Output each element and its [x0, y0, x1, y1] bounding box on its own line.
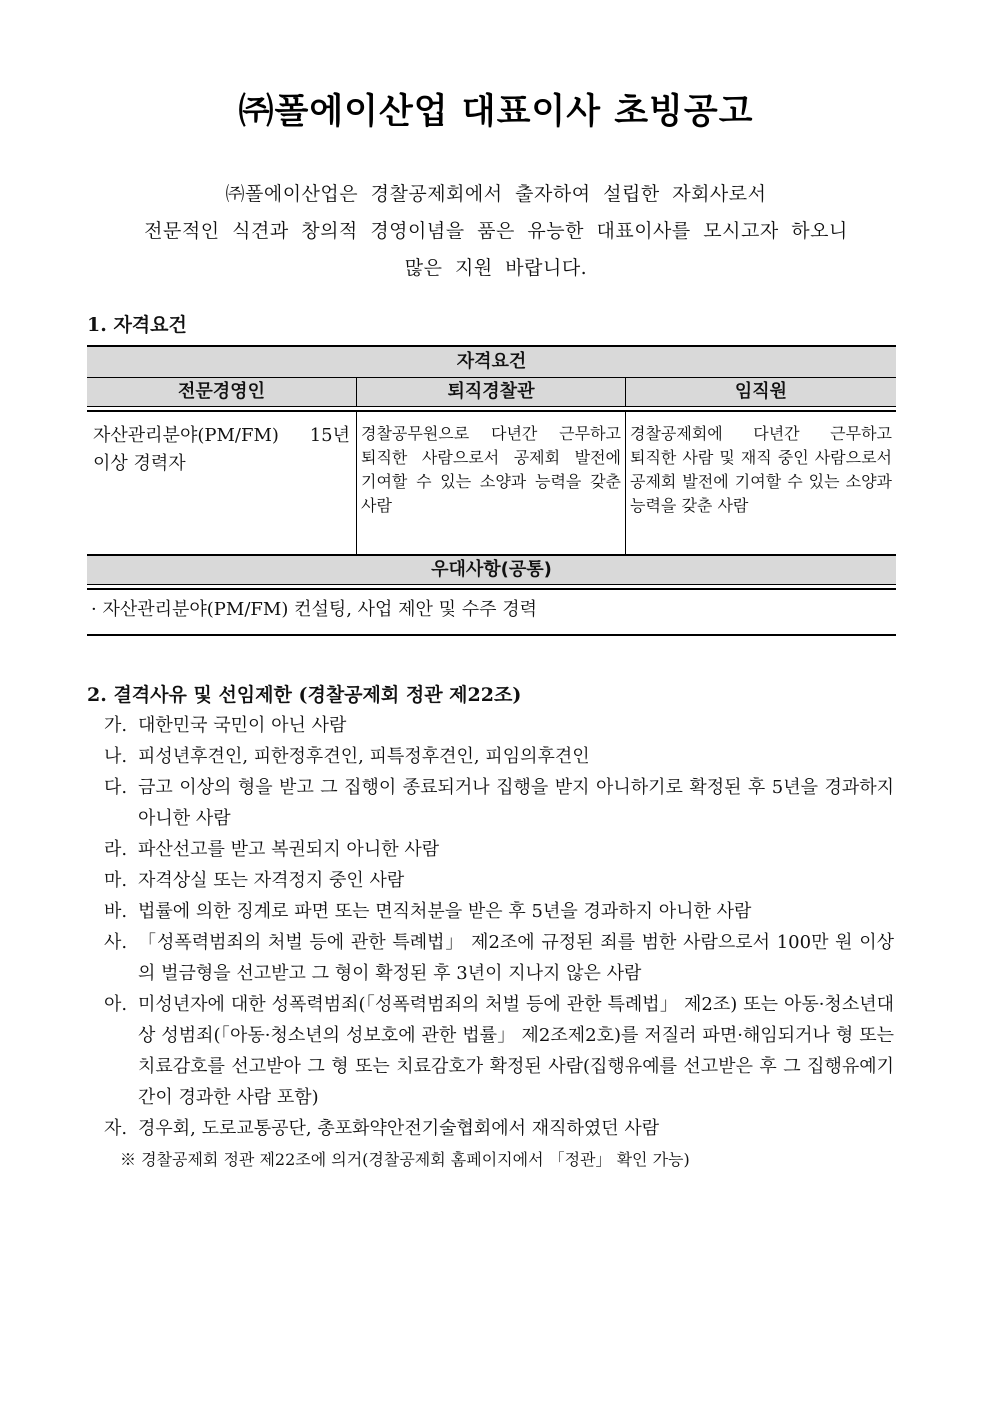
- item-text: 피성년후견인, 피한정후견인, 피특정후견인, 피임의후견인: [138, 746, 590, 767]
- page-title: ㈜폴에이산업 대표이사 초빙공고: [238, 92, 754, 132]
- item-mark: 아.: [104, 994, 128, 1015]
- qualification-table: [87, 345, 896, 636]
- item-mark: 마.: [104, 870, 128, 891]
- cell-retired-police: 경찰공무원으로 다년간 근무하고 퇴직한 사람으로서 공제회 발전에 기여할 수 있는 소양과 능력을 갖춘 사람: [361, 424, 621, 515]
- item-mark: 나.: [104, 746, 128, 767]
- list-item: [104, 1113, 894, 1144]
- intro-line-2: 전문적인 식견과 창의적 경영이념을 품은 유능한 대표이사를 모시고자 하오니: [144, 220, 848, 242]
- section-2-heading: 2. 결격사유 및 선임제한 (경찰공제회 정관 제22조): [87, 684, 522, 706]
- item-text: 「성폭력범죄의 처벌 등에 관한 특례법」 제2조에 규정된 죄를 범한 사람으로서 100만 원 이상의 벌금형을 선고받고 그 형이 확정된 후 3년이 지나지 않은 사람: [138, 932, 894, 984]
- item-mark: 바.: [104, 901, 128, 922]
- item-mark: 자.: [104, 1118, 128, 1139]
- list-item: [104, 927, 894, 989]
- preference-text: · 자산관리분야(PM/FM) 컨설팅, 사업 제안 및 수주 경력: [87, 588, 896, 636]
- item-mark: 사.: [104, 932, 128, 953]
- table-column-headers: [87, 378, 896, 407]
- column-header-staff: 임직원: [734, 381, 788, 402]
- table-main-header: 자격요건: [87, 345, 896, 378]
- item-text: 경우회, 도로교통공단, 총포화약안전기술협회에서 재직하였던 사람: [138, 1118, 660, 1139]
- item-text: 법률에 의한 징계로 파면 또는 면직처분을 받은 후 5년을 경과하지 아니한 사람: [138, 901, 752, 922]
- list-item: [104, 865, 894, 896]
- column-header-professional: 전문경영인: [87, 378, 357, 406]
- list-item: [104, 834, 894, 865]
- list-item: [104, 989, 894, 1113]
- item-text: 미성년자에 대한 성폭력범죄(「성폭력범죄의 처벌 등에 관한 특례법」 제2조) 또는 아동·청소년대상 성범죄(「아동·청소년의 성보호에 관한 법률」 제2조제2호)를 저질러 파면·해임되거나 형 또는 치료감호를 선고받아 그 형 또는 치료감호가 확정된 사람(집행유예를 선고받은 후 그 집행유예기간이 경과한 사람 포함): [138, 994, 894, 1108]
- item-mark: 라.: [104, 839, 128, 860]
- intro-paragraph: [60, 176, 932, 287]
- item-mark: 가.: [104, 715, 128, 736]
- item-text: 자격상실 또는 자격정지 중인 사람: [138, 870, 405, 891]
- table-row: [87, 412, 896, 555]
- list-item: [104, 896, 894, 927]
- intro-line-3: 많은 지원 바랍니다.: [404, 257, 588, 279]
- list-item: [104, 741, 894, 772]
- column-header-retired-police: 퇴직경찰관: [357, 378, 626, 406]
- disqualification-list: [104, 710, 894, 1144]
- list-item: [104, 710, 894, 741]
- cell-professional: 자산관리분야(PM/FM) 15년 이상 경력자: [93, 425, 350, 474]
- intro-line-1: ㈜폴에이산업은 경찰공제회에서 출자하여 설립한 자회사로서: [225, 183, 767, 205]
- section-1-heading: 1. 자격요건: [87, 314, 187, 336]
- list-item: [104, 772, 894, 834]
- item-mark: 다.: [104, 777, 128, 798]
- item-text: 대한민국 국민이 아닌 사람: [138, 715, 347, 736]
- footnote: ※ 경찰공제회 정관 제22조에 의거(경찰공제회 홈페이지에서 「정관」 확인 가능): [120, 1150, 690, 1169]
- preference-header: 우대사항(공통): [87, 555, 896, 585]
- cell-staff: 경찰공제회에 다년간 근무하고 퇴직한 사람 및 재직 중인 사람으로서 공제회 발전에 기여할 수 있는 소양과 능력을 갖춘 사람: [630, 424, 892, 515]
- item-text: 금고 이상의 형을 받고 그 집행이 종료되거나 집행을 받지 아니하기로 확정된 후 5년을 경과하지 아니한 사람: [138, 777, 894, 829]
- item-text: 파산선고를 받고 복권되지 아니한 사람: [138, 839, 440, 860]
